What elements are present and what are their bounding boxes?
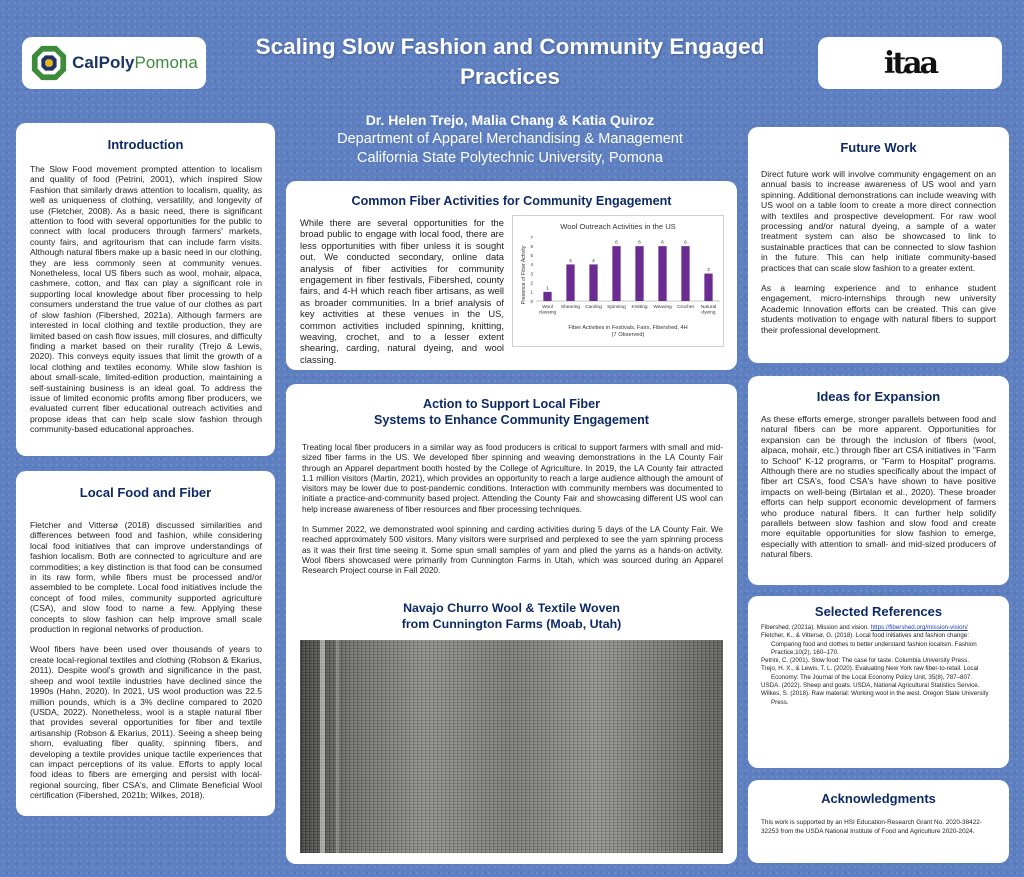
ideas-text: As these efforts emerge, stronger parallels between food and natural fibers can be more apparent. Opportunities for expansion can be through the inclusion of fibers (wool, alpaca, mohair, etc.) through fiber art CSA initiatives in "Farm to School" K-12 programs, or "Farm to Hospital" programs. Although there are no studies specifically about the impact of fiber art CSA's, food CSA's have shown to have positive impacts on well-being (Birtalan et al., 2020). These broader efforts can help support economic development of farmers who produce natural fibers. It can further help solidify parallels between slow fashion and slow food and create more equitable opportunities for slow fashion to emerge, especially with attention to small- and mid-sized producers of natural fibers. bbox=[761, 414, 996, 560]
references-heading: Selected References bbox=[814, 604, 943, 619]
chart-category-label: Natural bbox=[700, 305, 717, 310]
acknowledgments-heading: Acknowledgments bbox=[821, 791, 936, 806]
introduction-text: The Slow Food movement prompted attention to localism and quality of food (Petrini, 2001), which inspired Slow Fashion that similarly draws attention to localism, quality, as well as uniqueness of clothing, versatility, and longevity of use (Fletcher, 2008). As a basic need, there is significant attention to food with several opportunities for the public to connect with local producers through farmers' markets, county fairs, and agritourism that can include farm visits. Although natural fibers make up a basic need in our clothing, they are less commonly seen at community venues. Nonetheless, local US fibers such as wool, mohair, alpaca, cashmere, cotton, and flax can play a significant role in supporting local knowledge about fiber processing to help consumers understand the true value of our clothes as part of slow fashion (Fibershed, 2021a). Although farmers are interested in local clothing and textile production, they are limited based on cash flow issues, mill closures, and difficulty finding a market based on their rurality (Trejo & Lewis, 2020). This conveys equity issues that limit the growth of a local clothing and textiles economy. While slow fashion is about small-scale, limited-edition production, maintaining a self-sustaining business is an ideal goal. To address the issue of limited economic profits among fiber producers, we evaluated current fiber educational outreach activities and propose ideas that can help scale slow fashion through community-based educational approaches. bbox=[30, 164, 262, 435]
future-work-heading: Future Work bbox=[840, 140, 917, 155]
reference-item: USDA. (2022). Sheep and goats. USDA, National Agricultural Statistics Service. bbox=[761, 682, 980, 690]
local-food-panel bbox=[16, 471, 275, 816]
calpoly-logo-text1: CalPoly bbox=[72, 53, 135, 72]
poster-university: California State Polytechnic University, Pomona bbox=[357, 150, 663, 166]
chart-category-label: Spinning bbox=[607, 305, 626, 310]
wool-photo-light-stripe bbox=[336, 640, 339, 853]
chart-category-label: Crochet bbox=[677, 305, 694, 310]
calpoly-logo-text2: Pomona bbox=[134, 53, 198, 72]
action-heading-line1: Action to Support Local Fiber bbox=[422, 397, 600, 411]
chart-data-label: 6 bbox=[615, 240, 618, 246]
itaa-logo bbox=[818, 37, 1002, 89]
chart-x-axis-label-line2: (7 Observed) bbox=[611, 332, 645, 338]
chart-category-label: classing bbox=[538, 310, 557, 316]
chart-y-tick-label: 6 bbox=[530, 243, 533, 249]
chart-category-label: dyeing bbox=[701, 310, 716, 316]
poster-department: Department of Apparel Merchandising & Management bbox=[337, 131, 683, 147]
chart-bar bbox=[566, 264, 574, 301]
chart-category-label: Wool bbox=[542, 305, 553, 310]
chart-category-label: Shearing bbox=[560, 305, 581, 310]
chart-bar bbox=[704, 274, 712, 301]
poster-title-line2: Practices bbox=[459, 64, 561, 89]
introduction-heading: Introduction bbox=[107, 137, 184, 152]
reference-item: Petrini, C. (2001). Slow food: The case for taste. Columbia University Press. bbox=[761, 657, 969, 665]
references-panel bbox=[748, 596, 1009, 768]
poster-title bbox=[210, 32, 810, 92]
common-activities-panel bbox=[286, 181, 737, 370]
reference-link[interactable]: https://fibershed.org/mission-vision/ bbox=[870, 624, 968, 631]
chart-data-label: 6 bbox=[638, 240, 641, 246]
wool-photo-light-stripe bbox=[320, 640, 325, 853]
reference-item: Trejo, H. X., & Lewis, T. L. (2020). Evaluating New York raw fiber-to-retail. Local Economy: The Journal of the Local Economy Policy Unit, 35(8), 787–807. bbox=[761, 665, 979, 681]
ideas-panel bbox=[748, 376, 1009, 585]
reference-item: Wilkes, S. (2018). Raw material: Working wool in the west. Oregon State University Press. bbox=[761, 690, 989, 706]
future-work-para1: Direct future work will involve community engagement on an annual basis to increase awareness of US wool and yarn spinning. Additional demonstrations can include weaving with US wool on a table loom to create a more direct connection with textiles and prospective development. For raw wool processing and/or natural dyeing, a sample of a water treatment system can also be showcased to link to sustainable practices that can be connected to slow fashion in the future. This can help initiate community-based practices that can scale slow fashion to a greater extent. bbox=[761, 169, 996, 273]
chart-data-label: 3 bbox=[707, 268, 710, 274]
action-heading-line2: Systems to Enhance Community Engagement bbox=[373, 413, 650, 427]
chart-category-label: Knitting bbox=[631, 305, 648, 310]
chart-bar bbox=[658, 246, 666, 301]
action-para1: Treating local fiber producers in a similar way as food producers is critical to support farmers with small and mid-sized fiber farms in the US. We developed fiber spinning and weaving demonstrations in the LA County Fair through an Apparel department booth hosted by the College of Agriculture. In 2019, the LA County fair attracted 1.1 million visitors (Martin, 2021), which provides an opportunity to reach a large audience although the amount of visitors may be lower due to post-pandemic conditions. Interaction with community members was documented to initiate a practice-and-community based project. Attending the County Fair and showcasing different US wool can help increase awareness of fiber resources and fiber processing techniques. bbox=[302, 442, 723, 514]
chart-bar bbox=[612, 246, 620, 301]
calpoly-octagon-icon bbox=[30, 44, 68, 82]
wool-textile-photo bbox=[300, 640, 723, 853]
chart-data-label: 6 bbox=[661, 240, 664, 246]
chart-category-label: Weaving bbox=[653, 305, 672, 310]
chart-title: Wool Outreach Activities in the US bbox=[560, 222, 676, 231]
local-food-heading: Local Food and Fiber bbox=[79, 485, 212, 500]
poster-title-line1: Scaling Slow Fashion and Community Engaged bbox=[255, 34, 765, 59]
wool-outreach-chart bbox=[512, 215, 724, 347]
photo-heading-line1: Navajo Churro Wool & Textile Woven bbox=[403, 601, 620, 615]
itaa-logo-text: itaa bbox=[883, 45, 937, 81]
chart-data-label: 6 bbox=[684, 240, 687, 246]
chart-bar bbox=[635, 246, 643, 301]
reference-item: Fibershed. (2021a). Mission and vision. https://fibershed.org/mission-vision/ bbox=[761, 624, 968, 631]
chart-y-tick-label: 5 bbox=[530, 253, 533, 259]
introduction-panel bbox=[16, 123, 275, 456]
action-para2: In Summer 2022, we demonstrated wool spinning and carding activities during 5 days of the LA County Fair. We reached approximately 500 visitors. Many visitors were surprised and perplexed to see the yarn spinning process as it was their first time seeing it. Some spun small samples of yarn and plied the yarns as a hands-on activity. Wool fibers showcased were primarily from Cunnington Farms in Utah, which was sourced during an Apparel Research Project course in Fall 2020. bbox=[302, 524, 723, 576]
future-work-para2: As a learning experience and to enhance student engagement, micro-internships through new university Academic Innovation efforts can be created. This can give students motivation to engage with natural fibers to support their professional development. bbox=[761, 283, 996, 335]
local-food-para2: Wool fibers have been used over thousands of years to create local-regional textiles and clothing (Robson & Ekarius, 2011). Despite wool's growth and significance in the past, sheep and wool textile industries have declined since the 1990s (Hahn, 2020). In 2021, US wool production was 22.5 million pounds, which is a 3% decline compared to 2020 (USDA, 2022). Nonetheless, wool is a staple natural fiber that provides several opportunities for fiber and textile artisanship (Robson & Ekarius, 2011). Seeing a sheep being shorn, evaluating fiber quality, spinning fibers, and developing a textile provides unique tactile experiences that can impact perceptions of its value. Efforts to apply local food ideas to fibers are emerging and persist with local-regional sourcing, fiber CSA's, and Climate Beneficial Wool certification (Fibershed, 2021b; Wilkes, 2018). bbox=[30, 644, 262, 801]
future-work-panel bbox=[748, 127, 1009, 363]
chart-data-label: 4 bbox=[592, 258, 595, 264]
chart-bar bbox=[589, 264, 597, 301]
chart-data-label: 1 bbox=[546, 286, 549, 292]
chart-y-tick-label: 0 bbox=[530, 298, 533, 304]
chart-y-tick-label: 2 bbox=[530, 280, 533, 286]
chart-category-label: Carding bbox=[585, 305, 602, 310]
photo-heading-line2: from Cunnington Farms (Moab, Utah) bbox=[401, 617, 622, 631]
chart-y-tick-label: 7 bbox=[530, 234, 533, 240]
reference-item: Fletcher, K., & Vittersø, G. (2018). Local food initiatives and fashion change: Comparing food and clothes to better understand fashion localism. Fashion Practice,10(2), 160–170. bbox=[761, 632, 977, 656]
acknowledgments-panel bbox=[748, 780, 1009, 863]
chart-bar bbox=[543, 292, 551, 301]
chart-y-axis-label: Presence of Fiber Activity bbox=[521, 245, 527, 305]
common-activities-text: While there are several opportunities for the broad public to engage with local food, there are less opportunities with fiber unless it is sought out. We conducted secondary, online data analysis of fiber activities for community engagement in fiber festivals, Fibershed, county fairs, and 4-H which reach fiber artisans, as well as broader communities. In a brief analysis of key activities at these venues in the US, common activities included spinning, knitting, weaving, crochet, and to a lesser extent shearing, carding, natural dyeing, and wool classing. bbox=[300, 217, 504, 365]
chart-bar bbox=[681, 246, 689, 301]
action-panel bbox=[286, 384, 737, 864]
ideas-heading: Ideas for Expansion bbox=[816, 389, 941, 404]
poster-authors: Dr. Helen Trejo, Malia Chang & Katia Quiroz bbox=[365, 112, 655, 128]
chart-data-label: 4 bbox=[569, 258, 572, 264]
common-activities-heading: Common Fiber Activities for Community Engagement bbox=[351, 194, 672, 208]
chart-x-axis-label-line1: Fiber Activities in Festivals, Fairs, Fibershed, 4H bbox=[568, 325, 688, 331]
chart-y-tick-label: 1 bbox=[530, 289, 533, 295]
local-food-para1: Fletcher and Vittersø (2018) discussed similarities and differences between food and fashion, while considering local food initiatives that can improve understandings of fashion localism. Both are connected to agriculture and are commodities; a key distinction is that food can be consumed in its raw form, while fibers must be processed and/or assembled to be complete. Local food initiatives include the concept of food miles, community supported agriculture (CSA), and slow food to name a few. Applying these concepts to slow fashion can help improve small scale production in regional networks of production. bbox=[30, 520, 262, 635]
calpoly-logo bbox=[22, 37, 206, 89]
acknowledgments-text: This work is supported by an HSI Education-Research Grant No. 2020-38422-32253 from the USDA National Institute of Food and Agriculture 2020-2024. bbox=[761, 819, 982, 835]
chart-y-tick-label: 3 bbox=[530, 271, 533, 277]
chart-y-tick-label: 4 bbox=[530, 262, 533, 268]
